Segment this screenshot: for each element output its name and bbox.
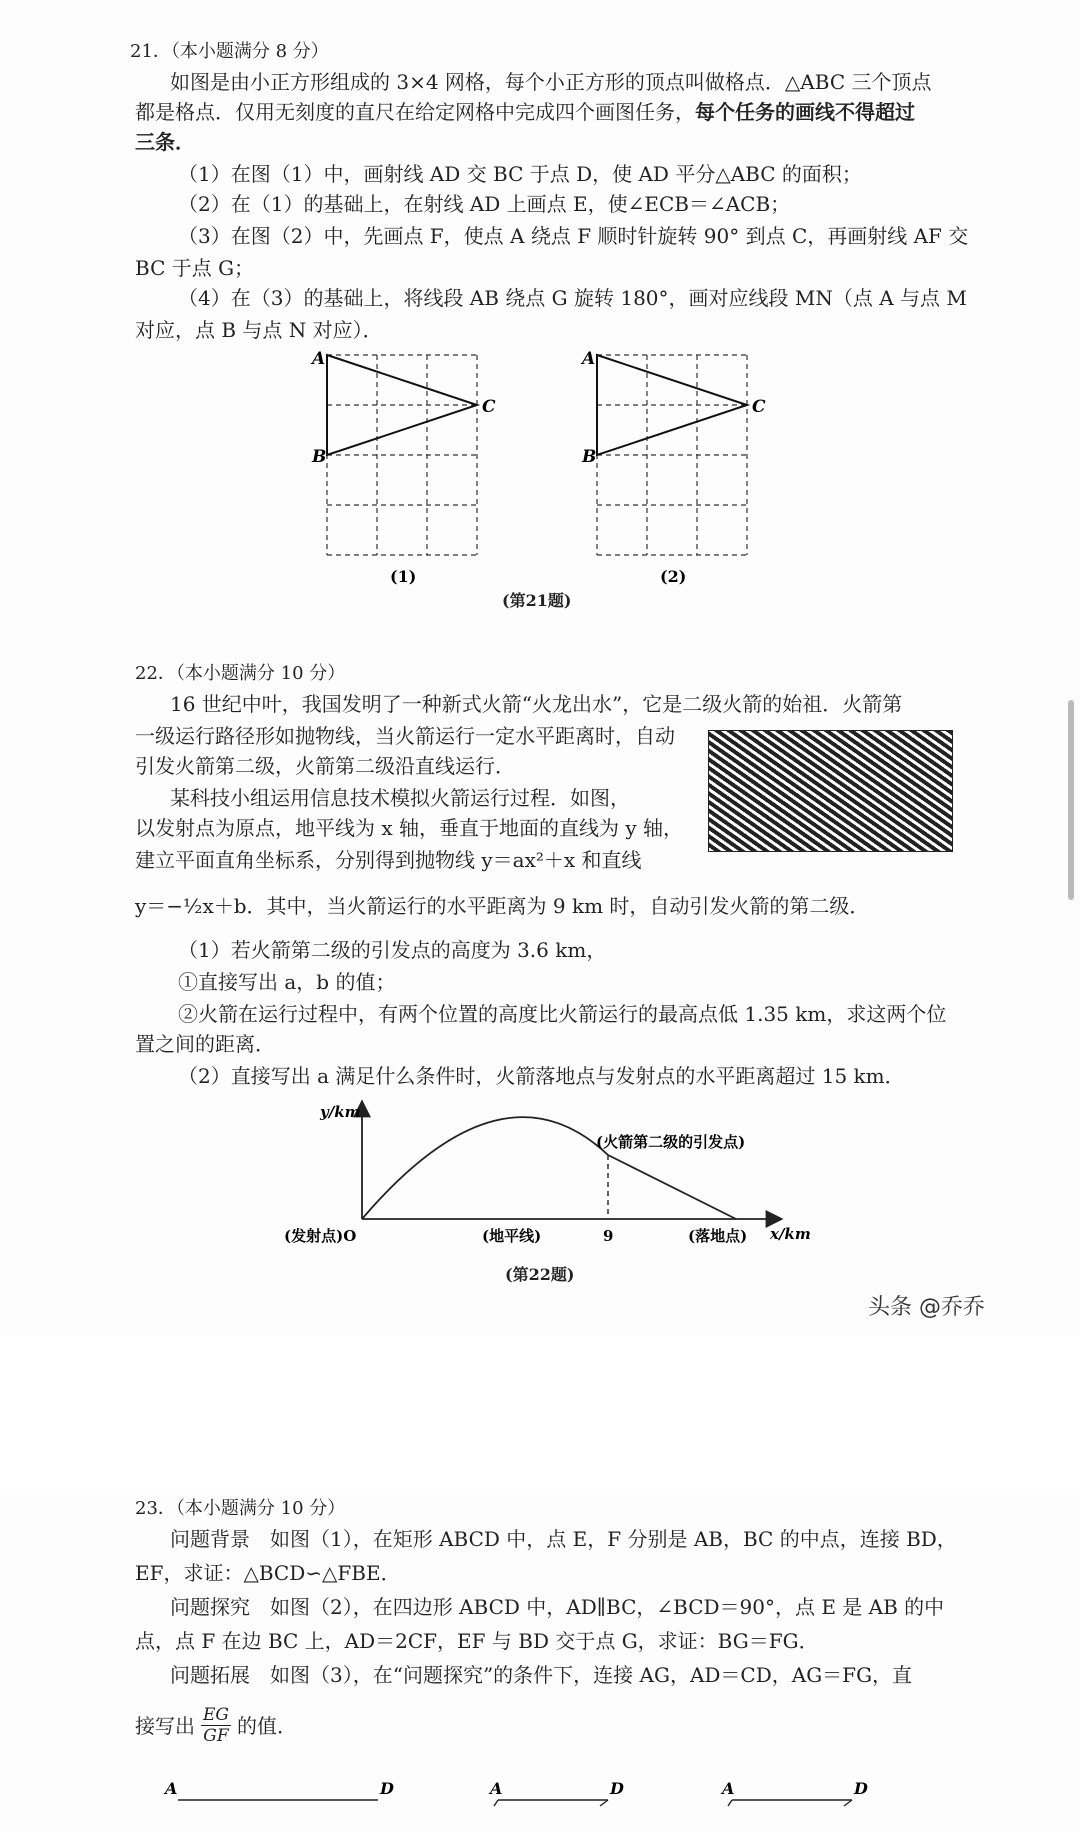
parabola-first-stage: [362, 1117, 608, 1219]
q23-para: 问题探究 如图（2），在四边形 ABCD 中，AD∥BC，∠BCD＝90°，点 E 是 AB 的中: [170, 1595, 945, 1619]
q22-para: y＝−½x＋b．其中，当火箭运行的水平距离为 9 km 时，自动引发火箭的第二级．: [135, 894, 870, 918]
q21-grid-figure-2: [580, 350, 766, 586]
q21-caption: (第21题): [502, 591, 572, 610]
fraction-eg-gf: EG GF: [203, 1705, 229, 1746]
q22-para: 以发射点为原点，地平线为 x 轴，垂直于地面的直线为 y 轴，: [135, 816, 684, 840]
label-d: D: [610, 1779, 624, 1798]
q23-figures-partial: [160, 1770, 920, 1820]
rocket-illustration: [708, 730, 953, 852]
q21-para: 如图是由小正方形组成的 3×4 网格，每个小正方形的顶点叫做格点．△ABC 三个顶点: [170, 70, 932, 94]
label-c: C: [482, 397, 496, 417]
q21-grid-figure-1: [310, 350, 496, 586]
q21-task-1: （1）在图（1）中，画射线 AD 交 BC 于点 D，使 AD 平分△ABC 的面积；: [178, 162, 862, 186]
label-a: A: [312, 350, 326, 369]
scrollbar[interactable]: [1068, 700, 1074, 900]
ground-label: (地平线): [482, 1227, 542, 1245]
label-a: A: [582, 350, 596, 369]
q23-para-fraction: 接写出 EG GF 的值．: [135, 1705, 297, 1746]
q23-para: 问题背景 如图（1），在矩形 ABCD 中，点 E，F 分别是 AB，BC 的中点，连接 BD，: [170, 1527, 957, 1551]
q21-para-bold: 三条．: [135, 130, 195, 154]
exam-page-2: [0, 1495, 1080, 1832]
page-gap: [0, 1335, 1080, 1495]
q22-para: 某科技小组运用信息技术模拟火箭运行过程．如图，: [170, 786, 630, 810]
label-b: B: [312, 447, 327, 467]
q23-para: 点，点 F 在边 BC 上，AD＝2CF，EF 与 BD 交于点 G，求证：BG＝FG．: [135, 1629, 819, 1653]
q22-sub-1: （1）若火箭第二级的引发点的高度为 3.6 km，: [178, 938, 607, 962]
q22-caption: (第22题): [505, 1265, 575, 1284]
x-tick-9: 9: [603, 1227, 614, 1245]
label-a: A: [722, 1779, 735, 1798]
landing-label: (落地点): [688, 1227, 748, 1245]
q23-para: EF，求证：△BCD∽△FBE．: [135, 1561, 401, 1585]
q22-para: 建立平面直角坐标系，分别得到抛物线 y＝ax²＋x 和直线: [135, 848, 642, 872]
x-axis-label: x/km: [770, 1225, 811, 1243]
q22-sub-1a: ①直接写出 a，b 的值；: [178, 970, 396, 994]
q22-sub-1b: ②火箭在运行过程中，有两个位置的高度比火箭运行的最高点低 1.35 km，求这两个位: [178, 1002, 947, 1026]
q23-header: 23．（本小题满分 10 分）: [135, 1498, 346, 1519]
fig1-caption: (1): [390, 567, 417, 586]
q22-para: 16 世纪中叶，我国发明了一种新式火箭“火龙出水”，它是二级火箭的始祖．火箭第: [170, 692, 903, 716]
q21-task-4-cont: 对应，点 B 与点 N 对应）．: [135, 318, 383, 342]
line-second-stage: [608, 1155, 736, 1219]
q22-graph: [270, 1095, 830, 1265]
ignition-label: (火箭第二级的引发点): [596, 1133, 746, 1151]
q22-header: 22．（本小题满分 10 分）: [135, 663, 346, 684]
label-d: D: [380, 1779, 394, 1798]
label-a: A: [490, 1779, 503, 1798]
label-a: A: [165, 1779, 178, 1798]
q23-para: 问题拓展 如图（3），在“问题探究”的条件下，连接 AG，AD＝CD，AG＝FG，直: [170, 1663, 913, 1687]
y-axis-label: y/km: [320, 1103, 361, 1121]
q21-para: 都是格点．仅用无刻度的直尺在给定网格中完成四个画图任务，每个任务的画线不得超过: [135, 100, 915, 124]
q22-para: 一级运行路径形如抛物线，当火箭运行一定水平距离时，自动: [135, 724, 675, 748]
label-d: D: [854, 1779, 868, 1798]
origin-label: (发射点)O: [284, 1227, 357, 1245]
label-c: C: [752, 397, 766, 417]
label-b: B: [582, 447, 597, 467]
q21-task-4: （4）在（3）的基础上，将线段 AB 绕点 G 旋转 180°，画对应线段 MN（点 A 与点 M: [178, 286, 967, 310]
q22-para: 引发火箭第二级，火箭第二级沿直线运行．: [135, 754, 515, 778]
q21-task-3: （3）在图（2）中，先画点 F，使点 A 绕点 F 顺时针旋转 90° 到点 C，再画射线 AF 交: [178, 224, 969, 248]
fig2-caption: (2): [660, 567, 687, 586]
q22-sub-2: （2）直接写出 a 满足什么条件时，火箭落地点与发射点的水平距离超过 15 km．: [178, 1064, 905, 1088]
q21-figures: [300, 350, 800, 590]
watermark: 头条 @乔乔: [868, 1295, 985, 1320]
q21-header: 21．（本小题满分 8 分）: [130, 41, 329, 62]
q21-task-2: （2）在（1）的基础上，在射线 AD 上画点 E，使∠ECB＝∠ACB；: [178, 192, 791, 216]
q22-sub-1b-cont: 置之间的距离．: [135, 1032, 275, 1056]
q21-task-3-cont: BC 于点 G；: [135, 256, 255, 280]
